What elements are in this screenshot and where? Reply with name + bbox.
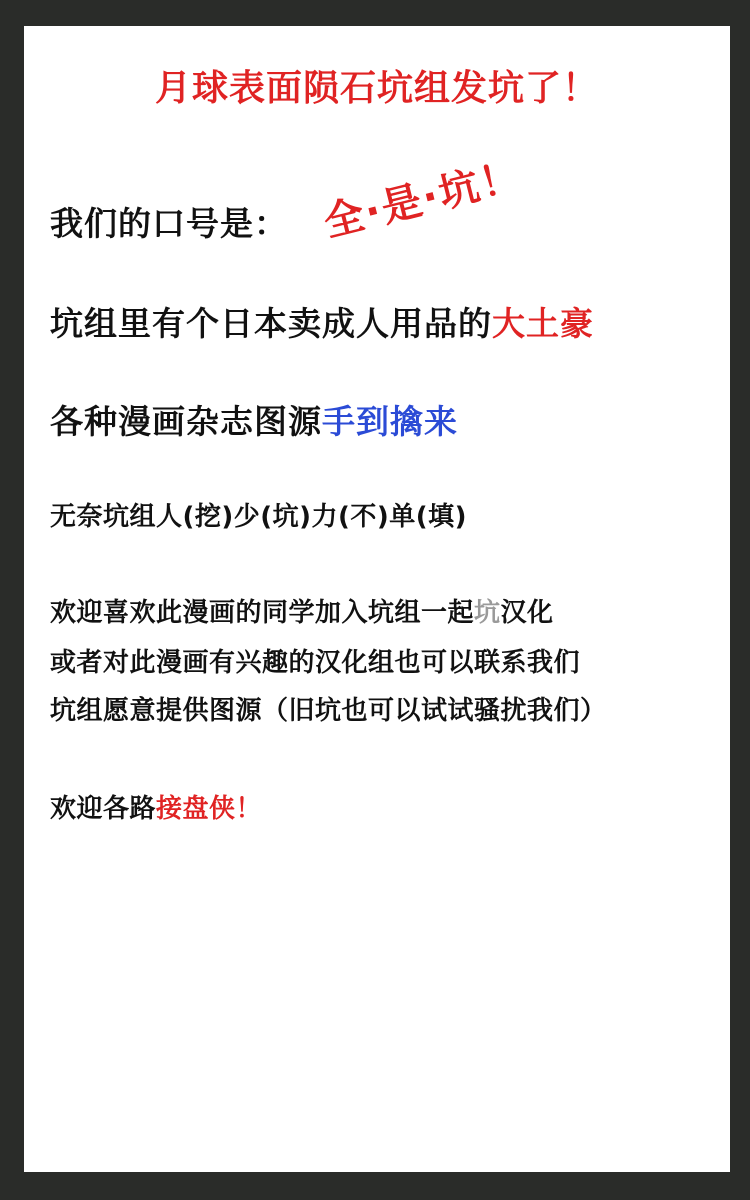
notice-page [24,26,730,1172]
few-members-line: 无奈坑组人(挖)少(坑)力(不)单(填) [50,502,468,532]
welcome-line-1 [50,592,554,629]
closing-highlight: 接盘侠！ [156,794,263,824]
welcome-line-1-b: 汉化 [500,598,554,628]
rich-sponsor-prefix: 坑组里有个日本卖成人用品的 [50,304,492,343]
source-line [50,396,458,443]
closing-line [50,788,262,825]
source-prefix: 各种漫画杂志图源 [50,402,322,441]
welcome-line-3: 坑组愿意提供图源（旧坑也可以试试骚扰我们） [50,696,607,726]
page-title: 月球表面陨石坑组发坑了！ [154,68,599,109]
rich-sponsor-highlight: 大土豪 [492,304,594,343]
closing-prefix: 欢迎各路 [50,794,157,824]
rich-sponsor-line [50,298,594,345]
welcome-line-2: 或者对此漫画有兴趣的汉化组也可以联系我们 [50,648,581,678]
slogan-prefix: 我们的口号是： [50,204,288,243]
slogan-line [50,198,288,245]
welcome-line-1-a: 欢迎喜欢此漫画的同学加入坑组一起 [50,598,475,628]
source-highlight: 手到擒来 [322,402,458,441]
welcome-line-1-gray: 坑 [474,598,501,628]
slogan-emphasis: 全·是·坑！ [319,152,527,247]
